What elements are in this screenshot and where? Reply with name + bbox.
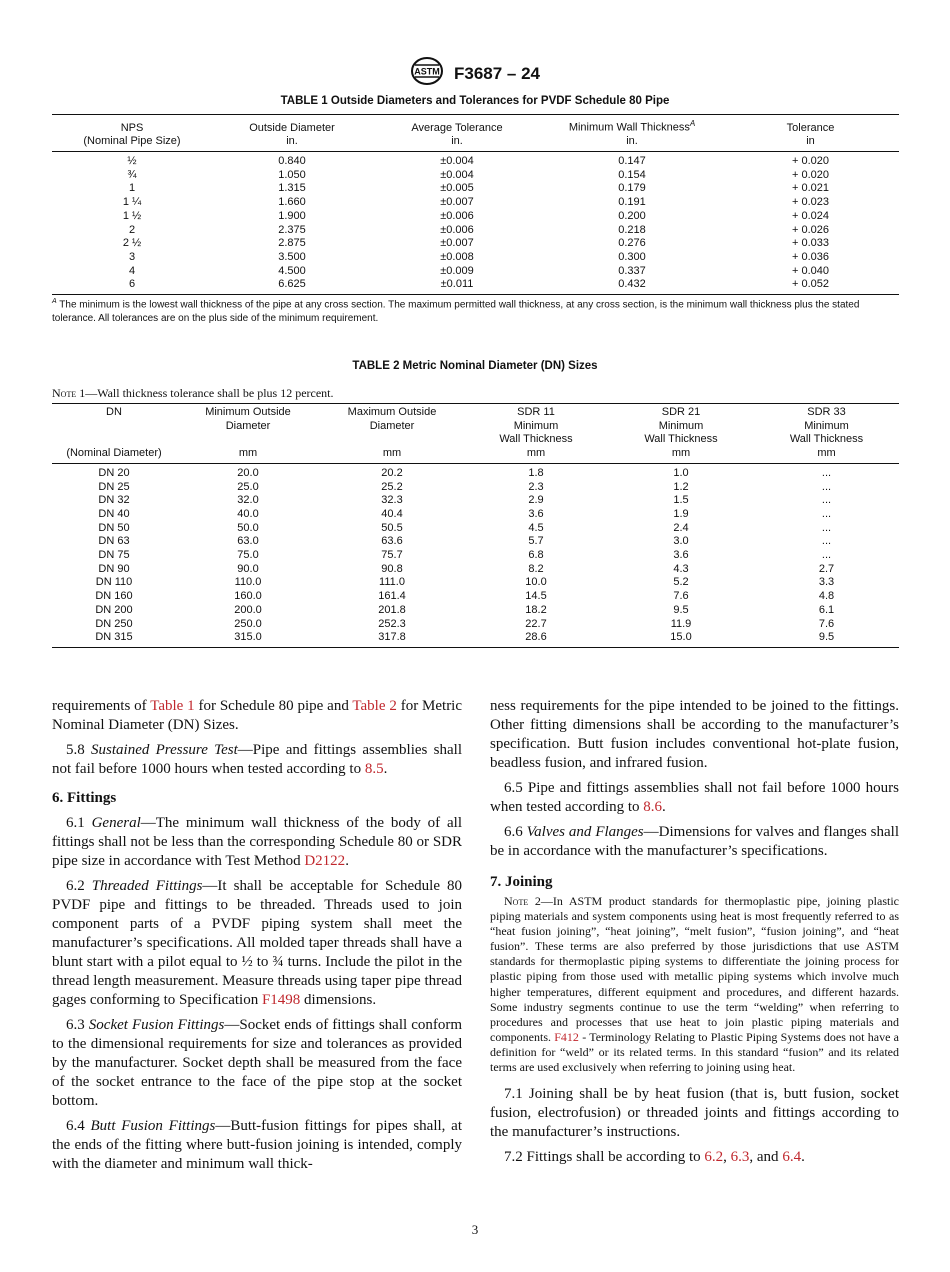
table2-row (52, 604, 899, 618)
table1-cell: ±0.006 (440, 223, 474, 236)
table1-cell: ±0.007 (440, 237, 474, 250)
table2-cell: DN 32 (98, 494, 130, 507)
note-2: Note 2—In ASTM product standards for thermoplastic pipe, joining plastic piping materials and system components using heat is most frequently referred to as “heat fusion joining”, “heat joining”, “melt fusion”, “fusion joining”, and “heat fusion”. These terms are also preferred by those jurisdictions that use ASTM standards for thermoplastic piping systems to differentiate the joining process for plastic piping from those used with metallic piping systems which involve much higher temperatures, different equipment and procedures, and different hazards. Some industry segments continue to use the term “welding” when referring to procedures and processes that use heat to join plastic piping materials and components. F412 - Terminology Relating to Plastic Piping Systems does not have a definition for “weld” or its related terms. In this standard “fusion” and its related terms are used exclusively when referring to joining using heat. (490, 894, 900, 1075)
table2-cell: 50.0 (237, 521, 259, 534)
table1-cell: ½ (127, 155, 137, 168)
table2-cell: 161.4 (378, 590, 406, 603)
table1-header-cell: Average Tolerance (372, 115, 542, 136)
table2-row (52, 618, 899, 632)
table2-cell: ... (821, 466, 832, 479)
table2-cell: DN 200 (95, 603, 133, 616)
table1-cell: ±0.006 (440, 209, 474, 222)
table1-cell: 6.625 (212, 278, 372, 294)
table1 (52, 114, 899, 295)
paragraph-6-4-cont: ness requirements for the pipe intended to be joined to the fittings. Other fitting dimensions shall be according to the manufacturer’s specification. Butt fusion includes conventional hot-plate fusion, beadless fusion, and infrared fusion. (490, 698, 899, 771)
document-designation: F3687 – 24 (453, 63, 540, 83)
table2-row (52, 494, 899, 508)
table2-cell: ... (821, 480, 832, 493)
table2-cell: 40.0 (237, 507, 259, 520)
table1-cell: ±0.004 (440, 155, 474, 168)
table1-cell: 0.276 (618, 237, 646, 250)
table2-cell: 90.8 (381, 562, 403, 575)
table2-cell: 4.3 (673, 562, 689, 575)
d2122-link[interactable]: D2122 (304, 853, 346, 869)
table2-header-cell: Diameter (369, 419, 415, 432)
page-number: 3 (471, 1222, 479, 1237)
table1-cell: 4.500 (278, 264, 306, 277)
table2-cell: DN 40 (98, 507, 130, 520)
table2-cell: 40.4 (381, 507, 403, 520)
paragraph-requirements-cont: requirements of Table 1 for Schedule 80 pipe and Table 2 for Metric Nominal Diameter (DN) Sizes. (52, 698, 463, 733)
table2-cell: 1.2 (673, 480, 689, 493)
table2-cell: ... (821, 549, 832, 562)
table2-cell: 63.0 (237, 535, 259, 548)
table2-cell: 10.0 (525, 576, 547, 589)
table2-cell: 6.8 (528, 549, 544, 562)
table2-note: Note 1—Wall thickness tolerance shall be plus 12 percent. (52, 386, 334, 400)
table2-header-cell: Minimum Outside (176, 404, 320, 420)
f1498-link[interactable]: F1498 (261, 992, 301, 1008)
table2-row (52, 549, 899, 563)
table2-header-cell: mm (320, 447, 464, 463)
table1-cell: 2 (128, 223, 136, 236)
table2-cell: 200.0 (234, 603, 262, 616)
table1-cell: + 0.033 (791, 237, 829, 250)
table1-cell: ±0.008 (440, 250, 474, 263)
table2-cell: 2.4 (673, 521, 689, 534)
table1-cell: 0.191 (618, 196, 646, 209)
table2-cell: 4.8 (818, 590, 835, 603)
table1-cell: 1 ¼ (122, 196, 142, 209)
section-6-heading: 6. Fittings (52, 790, 117, 806)
table1-cell: ±0.009 (440, 264, 474, 277)
table2-cell: 252.3 (378, 617, 406, 630)
table2-header-cell: mm (176, 447, 320, 463)
table2-cell: 2.7 (818, 562, 835, 575)
table1-cell: 1 ½ (122, 209, 142, 222)
table2-cell: DN 63 (98, 535, 130, 548)
table2-row (52, 631, 899, 647)
table2-row (52, 590, 899, 604)
table2-row (52, 535, 899, 549)
section-6-3-link[interactable]: 6.3 (730, 1149, 750, 1166)
table2-cell: 20.2 (381, 466, 403, 479)
table1-row (52, 278, 899, 294)
table2-header-cell: mm (464, 447, 608, 463)
table1-header-cell: in (722, 135, 899, 151)
table2-cell: 1.8 (528, 466, 544, 479)
table1-row (52, 169, 899, 183)
table1-header-cell: Outside Diameter (212, 115, 372, 136)
table1-cell: 6 (52, 278, 212, 294)
table2-row (52, 508, 899, 522)
right-column (490, 697, 899, 1173)
table1-cell: 1.660 (278, 196, 306, 209)
table2-cell: 3.0 (673, 535, 689, 548)
section-6-4-link[interactable]: 6.4 (782, 1149, 802, 1166)
table1-cell: ±0.004 (440, 168, 474, 181)
table2-caption: TABLE 2 Metric Nominal Diameter (DN) Sizes (352, 360, 598, 372)
table2-cell: 7.6 (673, 590, 689, 603)
table2-cell: 6.1 (818, 603, 835, 616)
table2-cell: 4.5 (528, 521, 544, 534)
table2-cell: 5.7 (528, 535, 544, 548)
table1-cell: 1.050 (278, 168, 306, 181)
table2-cell: 1.5 (673, 494, 689, 507)
paragraph-6-2: 6.2 Threaded Fittings—It shall be acceptable for Schedule 80 PVDF pipe and fittings to be threaded. Threads used to join component parts of a PVDF piping system shall meet the manufacturer’s specifications. All molded taper threads shall have a blunt start with a pilot equal to ½ to ¾ turns. Include the pilot in the thread length measurement. Measure threads using taper pipe thread gages conforming to Specification F1498 dimensions. (52, 878, 463, 1008)
table1-cell: 0.154 (618, 168, 646, 181)
table2-cell: 111.0 (379, 576, 405, 589)
table2-cell: DN 20 (98, 466, 130, 479)
table1-cell: 0.200 (618, 209, 646, 222)
table2-cell: 75.0 (237, 549, 259, 562)
table1-cell: ±0.005 (440, 182, 474, 195)
table2-cell: 317.8 (320, 631, 464, 647)
table2-header-cell (52, 433, 176, 447)
table1-cell: ±0.011 (372, 278, 542, 294)
table2-header-cell: Wall Thickness (789, 433, 864, 446)
astm-logo-icon (410, 56, 444, 91)
table2-header-cell: SDR 33 (754, 404, 899, 420)
table1-row (52, 182, 899, 196)
table1-header-cell: in. (542, 135, 722, 151)
table2-cell: 9.5 (754, 631, 899, 647)
table2-cell: 315.0 (176, 631, 320, 647)
paragraph-5-8: 5.8 Sustained Pressure Test—Pipe and fittings assemblies shall not fail before 1000 hours when tested according to 8.5. (52, 742, 462, 777)
table2-cell: DN 315 (52, 631, 176, 647)
table1-header-cell: in. (212, 135, 372, 151)
table2-cell: ... (821, 535, 832, 548)
table2-cell: 63.6 (381, 535, 403, 548)
table2-cell: 11.9 (670, 617, 692, 630)
table2-header-cell: (Nominal Diameter) (52, 447, 176, 463)
paragraph-6-5: 6.5 Pipe and fittings assemblies shall not fail before 1000 hours when tested according to 8.6. (490, 780, 899, 815)
table2-cell: DN 75 (98, 549, 130, 562)
table2-cell: 3.6 (673, 549, 689, 562)
table2-cell: 75.7 (381, 549, 403, 562)
table2-cell: 18.2 (525, 603, 547, 616)
table2-cell: 8.2 (528, 562, 544, 575)
table2-header-cell: SDR 11 (464, 404, 608, 420)
table2-header-cell (176, 433, 320, 447)
table1-row (52, 152, 899, 169)
table2-cell: DN 90 (98, 562, 130, 575)
table2-cell: 15.0 (608, 631, 754, 647)
table2-cell: DN 110 (95, 576, 133, 589)
table2-cell: 22.7 (525, 617, 547, 630)
table2-header-cell: mm (754, 447, 899, 463)
table2-cell: 32.3 (381, 494, 403, 507)
table2-header-cell: Minimum (513, 419, 559, 432)
table2-row (52, 463, 899, 480)
table2-cell: ... (821, 521, 832, 534)
table2-cell: 28.6 (464, 631, 608, 647)
table2-cell: 160.0 (234, 590, 262, 603)
table1-cell: ¾ (127, 168, 137, 181)
table2 (52, 403, 899, 648)
table2-header-cell: Wall Thickness (499, 433, 573, 446)
table2-cell: 25.0 (237, 480, 259, 493)
table1-row (52, 265, 899, 279)
table2-link[interactable]: Table 2 (352, 698, 397, 714)
table1-footnote: $^A$ The minimum is the lowest wall thickness of the pipe at any cross section. The maximum permitted wall thickness, at any cross section, is the minimum wall thickness plus the stated tolerance. All tolerances are on the plus side of the minimum requirement. (52, 298, 860, 325)
section-8-5-link[interactable]: 8.5 (364, 761, 384, 777)
section-8-6-link[interactable]: 8.6 (643, 799, 663, 815)
table1-row (52, 224, 899, 238)
table1-cell: 0.147 (618, 155, 646, 168)
table1-row (52, 210, 899, 224)
table2-cell: 1.9 (673, 507, 689, 520)
table2-header-cell: Wall Thickness (644, 433, 718, 446)
table1-header-cell: (Nominal Pipe Size) (52, 135, 212, 151)
table1-cell: 0.179 (618, 182, 646, 195)
table2-header-cell: mm (608, 447, 754, 463)
section-6-2-link[interactable]: 6.2 (704, 1149, 724, 1166)
table2-cell: 9.5 (673, 603, 689, 616)
table1-cell: 1 (128, 182, 136, 195)
svg-text:ASTM: ASTM (414, 66, 440, 77)
table2-row (52, 563, 899, 577)
table1-cell: 2 ½ (122, 237, 142, 250)
table2-cell: 32.0 (237, 494, 259, 507)
table2-cell: 5.2 (673, 576, 689, 589)
table1-cell: + 0.023 (791, 196, 829, 209)
table1-cell: 0.432 (542, 278, 722, 294)
paragraph-6-1: 6.1 General—The minimum wall thickness of the body of all fittings shall not be less than the corresponding Schedule 80 or SDR pipe size in accordance with Test Method D2122. (52, 815, 463, 869)
table2-header-cell: Maximum Outside (320, 404, 464, 420)
table1-caption: TABLE 1 Outside Diameters and Tolerances for PVDF Schedule 80 Pipe (280, 95, 670, 107)
table1-header-cell: NPS (52, 115, 212, 136)
table1-cell: + 0.026 (791, 223, 829, 236)
table2-header-cell (52, 420, 176, 434)
table2-cell: 110.0 (234, 576, 262, 589)
table2-cell: 90.0 (237, 562, 259, 575)
table2-cell: DN 25 (98, 480, 130, 493)
table1-cell: + 0.052 (722, 278, 899, 294)
table2-cell: DN 160 (95, 590, 133, 603)
table2-cell: 2.3 (528, 480, 544, 493)
table1-cell: 0.337 (618, 264, 646, 277)
table1-cell: 0.300 (618, 250, 646, 263)
table2-cell: 3.6 (528, 507, 544, 520)
table2-row (52, 522, 899, 536)
table2-cell: DN 250 (95, 617, 133, 630)
table2-cell: 2.9 (528, 494, 544, 507)
table2-cell: 1.0 (673, 466, 689, 479)
table2-row (52, 481, 899, 495)
f412-link[interactable]: F412 (554, 1029, 579, 1044)
table2-cell: DN 50 (98, 521, 130, 534)
table1-cell: + 0.020 (791, 155, 829, 168)
table2-cell: 14.5 (525, 590, 547, 603)
table1-row (52, 251, 899, 265)
paragraph-6-6: 6.6 Valves and Flanges—Dimensions for valves and flanges shall be in accordance with the manufacturer’s specifications. (490, 824, 900, 859)
table2-header-cell: DN (52, 404, 176, 420)
table1-cell: 3.500 (278, 250, 306, 263)
table2-header-cell: Minimum (804, 419, 849, 432)
table1-cell: + 0.040 (791, 264, 829, 277)
table1-cell: 1.315 (278, 182, 306, 195)
table1-cell: 1.900 (278, 209, 306, 222)
table2-header-cell: Minimum (658, 419, 704, 432)
table1-cell: + 0.020 (791, 168, 829, 181)
table1-header-cell: Minimum Wall Thickness$^A$ (542, 115, 722, 136)
table2-row (52, 576, 899, 590)
table1-row (52, 196, 899, 210)
table1-header-cell: in. (372, 135, 542, 151)
table2-header-cell (320, 433, 464, 447)
table1-cell: ±0.007 (440, 196, 474, 209)
paragraph-6-3: 6.3 Socket Fusion Fittings—Socket ends of fittings shall conform to the dimensional requirements for size and tolerances as provided by the manufacturer. Socket depth shall be measured from the face of the socket entrance to the face of the pipe stop at the socket bottom. (52, 1017, 463, 1109)
table1-cell: 2.875 (278, 237, 306, 250)
table2-cell: ... (821, 494, 832, 507)
table2-cell: ... (821, 507, 832, 520)
document-header (0, 56, 950, 91)
table2-cell: 3.3 (818, 576, 835, 589)
table2-header-cell: SDR 21 (608, 404, 754, 420)
section-7-heading: 7. Joining (490, 874, 553, 890)
table1-cell: + 0.021 (791, 182, 829, 195)
table1-cell: 3 (128, 250, 136, 263)
table2-cell: 20.0 (237, 466, 259, 479)
table2-cell: 25.2 (381, 480, 403, 493)
table1-cell: + 0.036 (791, 250, 829, 263)
table1-link[interactable]: Table 1 (150, 698, 195, 714)
table2-header-cell: Diameter (225, 419, 271, 432)
table1-cell: + 0.024 (791, 209, 829, 222)
paragraph-6-4: 6.4 Butt Fusion Fittings—Butt-fusion fittings for pipes shall, at the ends of the fitting where butt-fusion joining is intended, comply with the diameter and minimum wall thick- (52, 1118, 462, 1172)
table1-cell: 0.218 (618, 223, 646, 236)
table2-cell: 250.0 (234, 617, 262, 630)
table1-row (52, 237, 899, 251)
table2-cell: 7.6 (818, 617, 835, 630)
table1-cell: 0.840 (278, 155, 306, 168)
paragraph-7-2: 7.2 Fittings shall be according to 6.2, 6.3, and 6.4. (504, 1149, 805, 1166)
left-column (52, 697, 462, 1180)
table1-cell: 2.375 (278, 223, 306, 236)
paragraph-7-1: 7.1 Joining shall be by heat fusion (that is, butt fusion, socket fusion, electrofusion) or threaded joints and fittings according to the manufacturer’s instructions. (490, 1086, 899, 1141)
table1-cell: 4 (128, 264, 136, 277)
table2-cell: 50.5 (381, 521, 403, 534)
table2-cell: 201.8 (378, 603, 406, 616)
table1-header-cell: Tolerance (722, 115, 899, 136)
